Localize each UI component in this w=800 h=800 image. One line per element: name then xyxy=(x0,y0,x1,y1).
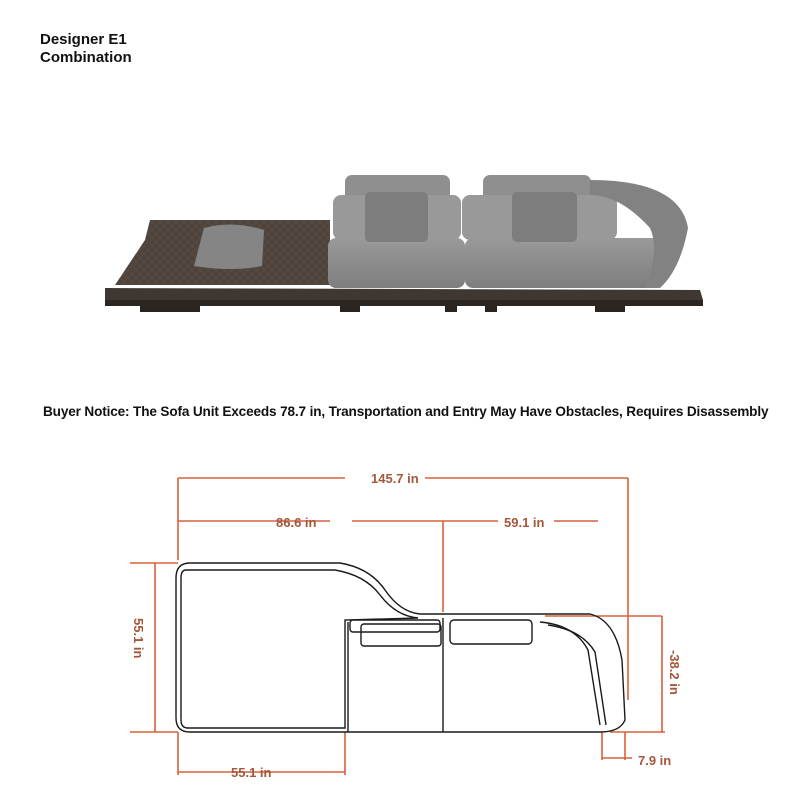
buyer-notice: Buyer Notice: The Sofa Unit Exceeds 78.7 in, Transportation and Entry May Have Obstacles, Requires Disassembly xyxy=(43,404,769,419)
dimension-lines xyxy=(130,478,665,775)
right-section-width-label: 59.1 in xyxy=(504,515,545,530)
armrest-width-label: 7.9 in xyxy=(638,753,672,768)
product-title-line1: Designer E1 xyxy=(40,31,127,48)
chaise-width-label: 55.1 in xyxy=(231,765,272,780)
product-title xyxy=(40,31,132,67)
product-title-line2: Combination xyxy=(40,49,132,66)
total-width-label: 145.7 in xyxy=(371,471,419,486)
left-section-width-label: 86.6 in xyxy=(276,515,317,530)
right-depth-label: -38.2 in xyxy=(667,650,682,695)
sofa-outline xyxy=(176,563,625,732)
sofa-product-image xyxy=(0,150,800,340)
left-depth-label: 55.1 in xyxy=(131,618,146,659)
dimension-diagram xyxy=(0,440,800,800)
